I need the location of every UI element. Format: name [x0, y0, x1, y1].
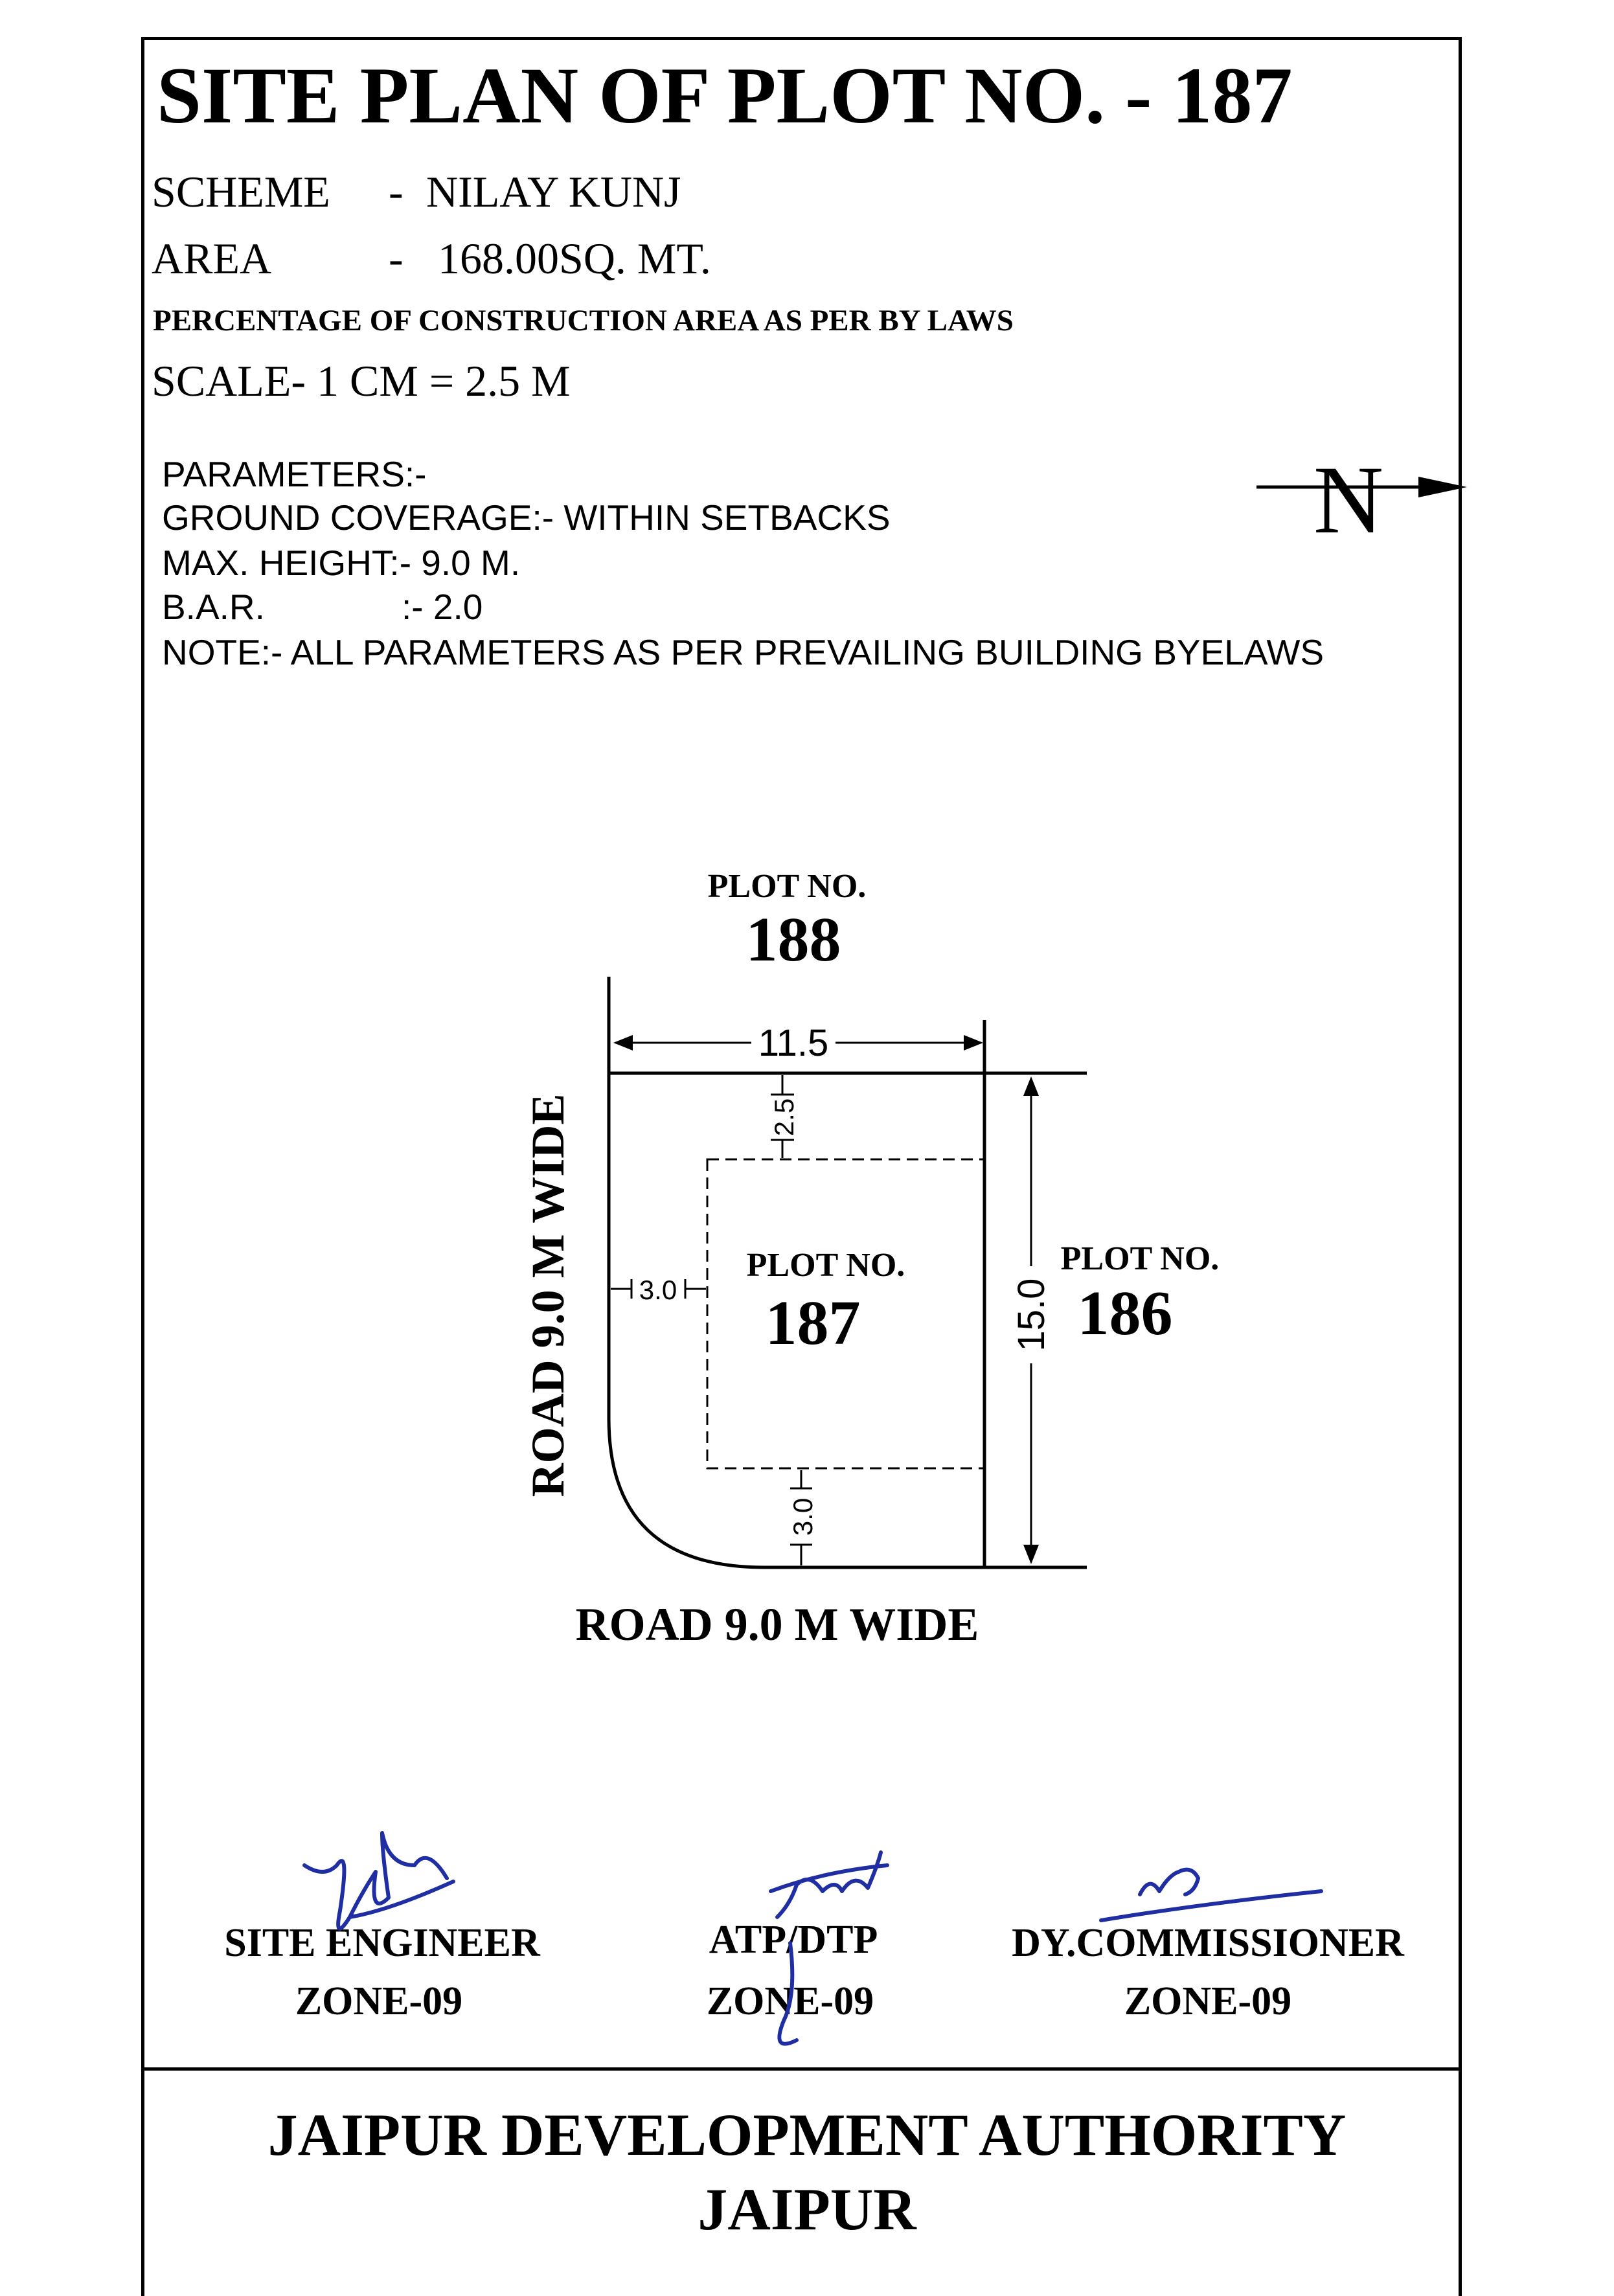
plot-187-number: 187 [765, 1288, 861, 1358]
max-height-text: MAX. HEIGHT:- 9.0 M. [162, 543, 521, 583]
scale-text: SCALE- 1 CM = 2.5 M [152, 356, 571, 405]
bar-value: :- 2.0 [402, 587, 483, 627]
depth-dimension-label: 15.0 [1010, 1278, 1052, 1352]
west-road-label: ROAD 9.0 M WIDE [522, 1093, 574, 1497]
construction-note: PERCENTAGE OF CONSTRUCTION AREA AS PER BY LAWS [153, 304, 1014, 337]
site-engineer-signature [304, 1833, 453, 1929]
corner-curve [609, 1418, 764, 1567]
area-value: 168.00SQ. MT. [438, 234, 711, 283]
parameters-heading: PARAMETERS:- [162, 454, 427, 494]
width-dimension-label: 11.5 [758, 1022, 829, 1064]
plot-187-label: PLOT NO. [746, 1247, 905, 1284]
page-title: SITE PLAN OF PLOT NO. - 187 [157, 51, 1293, 140]
plot-188-label: PLOT NO. [707, 868, 867, 905]
dy-commissioner-title: DY.COMMISSIONER [1012, 1921, 1404, 1965]
area-separator: - [389, 234, 404, 283]
atp-dtp-zone: ZONE-09 [706, 1979, 874, 2023]
south-road-label: ROAD 9.0 M WIDE [575, 1598, 979, 1650]
scheme-value: NILAY KUNJ [426, 167, 681, 216]
scheme-label: SCHEME [152, 167, 330, 216]
parameters-note: NOTE:- ALL PARAMETERS AS PER PREVAILING BUILDING BYELAWS [162, 632, 1324, 672]
atp-dtp-title: ATP/DTP [709, 1918, 878, 1962]
ground-coverage-text: GROUND COVERAGE:- WITHIN SETBACKS [162, 497, 891, 538]
authority-city: JAIPUR [698, 2176, 916, 2242]
plot-188-number: 188 [745, 905, 841, 975]
authority-name: JAIPUR DEVELOPMENT AUTHORITY [267, 2102, 1347, 2168]
plot-186-label: PLOT NO. [1060, 1240, 1220, 1277]
north-arrow-icon [1256, 446, 1467, 554]
west-setback-label: 3.0 [639, 1275, 677, 1305]
dy-commissioner-signature [1101, 1870, 1321, 1920]
south-setback-label: 3.0 [788, 1497, 818, 1536]
north-label: N [1313, 446, 1384, 554]
site-engineer-title: SITE ENGINEER [224, 1921, 540, 1965]
dy-commissioner-zone: ZONE-09 [1124, 1979, 1292, 2023]
bar-label: B.A.R. [162, 587, 265, 627]
area-label: AREA [152, 234, 272, 283]
site-engineer-zone: ZONE-09 [295, 1979, 463, 2023]
plot-186-number: 186 [1077, 1279, 1173, 1348]
scheme-separator: - [389, 167, 404, 216]
north-setback-label: 2.5 [769, 1098, 799, 1137]
